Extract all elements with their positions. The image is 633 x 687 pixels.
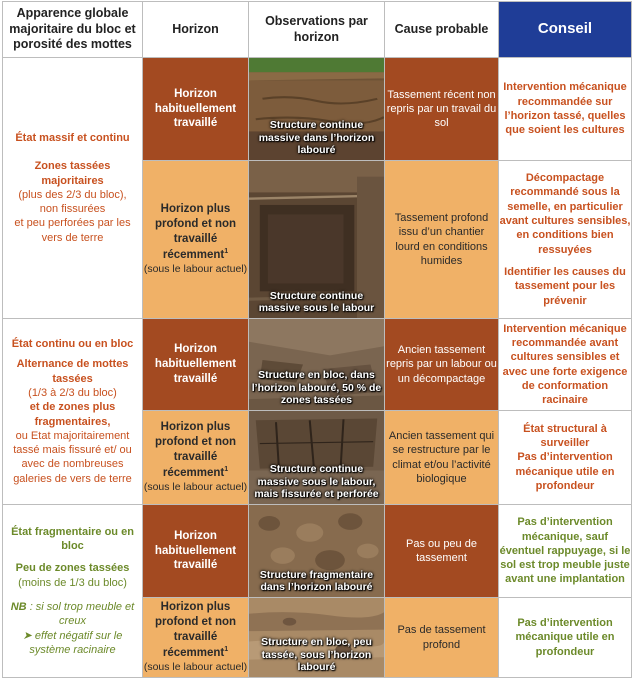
nb-note: : si sol trop meuble et creux	[29, 601, 135, 628]
footnote-mark: 1	[224, 465, 229, 473]
cause-cell	[385, 161, 499, 319]
horizon-label: Horizon habituellement travaillé	[154, 87, 237, 130]
conseil-cell	[499, 598, 632, 678]
horizon-cell	[143, 161, 249, 319]
apparence-cell-massif	[3, 58, 143, 319]
apparence-detail: et peu perforées par les vers de terre	[14, 217, 131, 244]
header-observations: Observations par horizon	[249, 2, 385, 58]
conseil-text-2: Pas d’intervention mécanique utile en profondeur	[515, 451, 615, 492]
soil-photo	[249, 411, 385, 505]
cause-text: Tassement profond issu d’un chantier lourd en conditions humides	[394, 211, 489, 267]
soil-diagnosis-table-page	[0, 1, 633, 687]
apparence-zones-2: et de zones plus fragmentaires,	[29, 401, 116, 428]
soil-photo	[249, 161, 385, 319]
conseil-text-2: Identifier les causes du tassement pour les prévenir	[504, 265, 626, 307]
photo-caption: Structure continue massive dans l’horizon labouré	[258, 119, 375, 157]
conseil-text: État structural à surveiller	[523, 422, 607, 450]
horizon-cell	[143, 319, 249, 411]
horizon-cell	[143, 411, 249, 505]
conseil-text: Intervention mécanique recommandée sur l’horizon tassé, quelles que soient les cultures	[503, 81, 627, 137]
horizon-cell	[143, 505, 249, 598]
photo-caption: Structure en bloc, dans l’horizon labouré, 50 % de zones tassées	[251, 369, 382, 407]
horizon-label: Horizon plus profond et non travaillé récemment	[154, 202, 237, 261]
conseil-cell	[499, 58, 632, 161]
photo-caption: Structure continue massive sous le labour	[258, 289, 375, 315]
conseil-cell	[499, 505, 632, 598]
horizon-label: Horizon plus profond et non travaillé récemment	[154, 600, 237, 659]
soil-photo	[249, 505, 385, 598]
apparence-etat: État continu ou en bloc	[11, 338, 134, 351]
apparence-cell-continu	[3, 319, 143, 505]
horizon-note: (sous le labour actuel)	[143, 481, 248, 494]
nb-effect: ➤ effet négatif sur le système racinaire	[22, 629, 123, 656]
apparence-detail: (1/3 à 2/3 du bloc)	[28, 386, 117, 399]
horizon-label: Horizon habituellement travaillé	[154, 529, 237, 572]
horizon-label: Horizon plus profond et non travaillé récemment	[154, 420, 237, 479]
horizon-cell	[143, 598, 249, 678]
apparence-etat: État fragmentaire ou en bloc	[11, 525, 134, 553]
horizon-note: (sous le labour actuel)	[143, 263, 248, 276]
horizon-note: (sous le labour actuel)	[143, 661, 248, 674]
cause-cell	[385, 598, 499, 678]
header-row	[3, 2, 632, 58]
apparence-detail: (plus des 2/3 du bloc),	[18, 188, 127, 201]
cause-text: Pas ou peu de tassement	[406, 537, 477, 564]
cause-cell	[385, 411, 499, 505]
table-row	[3, 58, 632, 161]
conseil-text: Intervention mécanique recommandée avant cultures sensibles et avec une forte exigence de conformation racinaire	[502, 322, 628, 407]
table-row	[3, 505, 632, 598]
soil-photo	[249, 58, 385, 161]
cause-text: Ancien tassement qui se restructure par le climat et/ou l’activité biologique	[388, 429, 495, 485]
header-horizon: Horizon	[143, 2, 249, 58]
conseil-cell	[499, 319, 632, 411]
horizon-label: Horizon habituellement travaillé	[154, 343, 237, 385]
footnote-mark: 1	[224, 645, 229, 653]
horizon-cell	[143, 58, 249, 161]
photo-caption: Structure en bloc, peu tassée, sous l’horizon labouré	[261, 636, 372, 674]
conseil-text: Pas d’intervention mécanique utile en profondeur	[515, 617, 615, 658]
photo-caption: Structure fragmentaire dans l’horizon labouré	[259, 568, 374, 594]
cause-cell	[385, 505, 499, 598]
cause-text: Pas de tassement profond	[397, 624, 486, 651]
header-cause: Cause probable	[385, 2, 499, 58]
apparence-detail: ou Etat majoritairement tassé mais fissuré et/ ou avec de nombreuses galeries de vers de terre	[13, 429, 132, 485]
nb-label: NB	[10, 601, 27, 613]
apparence-zones: Peu de zones tassées	[15, 562, 130, 575]
header-conseil: Conseil	[499, 2, 632, 58]
conseil-cell	[499, 411, 632, 505]
soil-photo	[249, 319, 385, 411]
photo-caption: Structure continue massive sous le labour, mais fissurée et perforée	[254, 463, 379, 501]
apparence-etat: État massif et continu	[15, 131, 130, 144]
footnote-mark: 1	[224, 247, 229, 255]
table-row	[3, 319, 632, 411]
cause-text: Ancien tassement repris par un labour ou un décompactage	[386, 344, 497, 385]
header-apparence: Apparence globale majoritaire du bloc et porosité des mottes	[3, 2, 143, 58]
cause-cell	[385, 319, 499, 411]
apparence-cell-fragmentaire	[3, 505, 143, 678]
soil-photo	[249, 598, 385, 678]
conseil-text: Décompactage recommandé sous la semelle, en particulier avant cultures sensibles, en conditions bien ressuyées	[499, 172, 631, 256]
apparence-detail: non fissurées	[39, 203, 106, 216]
conseil-text: Pas d’intervention mécanique, sauf éventuel rappuyage, si le sol est trop meuble juste avant une implantation	[499, 516, 631, 586]
cause-text: Tassement récent non repris par un travail du sol	[386, 88, 497, 130]
soil-diagnosis-table	[2, 1, 632, 678]
apparence-zones: Alternance de mottes tassées	[16, 358, 129, 385]
conseil-cell	[499, 161, 632, 319]
cause-cell	[385, 58, 499, 161]
apparence-detail: (moins de 1/3 du bloc)	[18, 576, 127, 589]
apparence-zones: Zones tassées majoritaires	[34, 160, 111, 187]
